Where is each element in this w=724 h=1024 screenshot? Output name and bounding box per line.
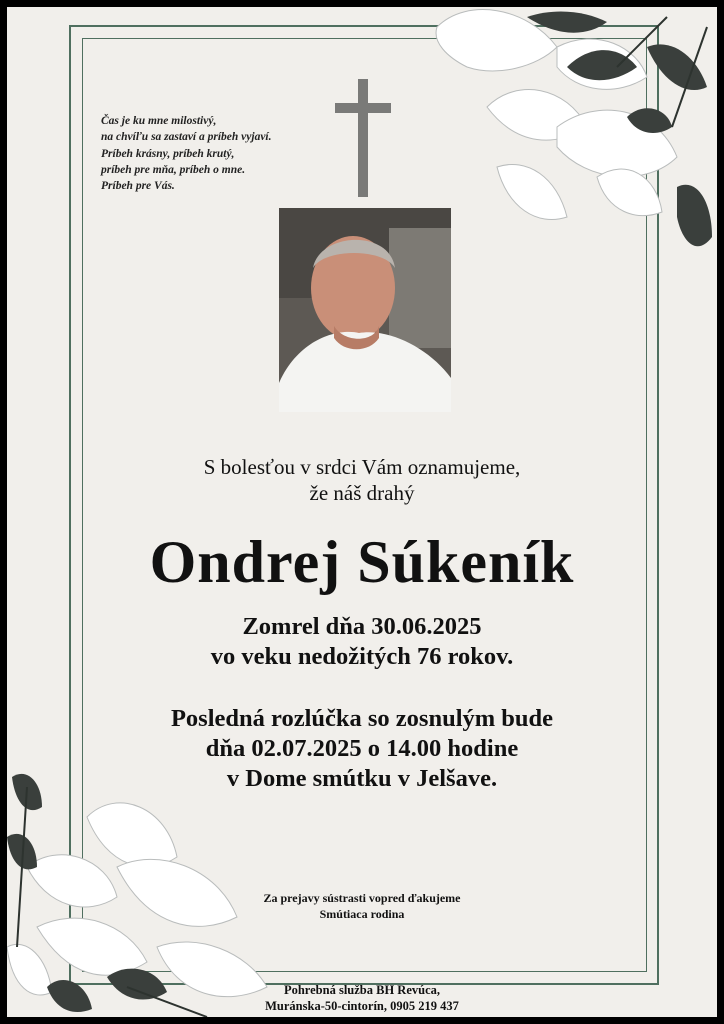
funeral-service (7, 982, 717, 1014)
funeral-place: v Dome smútku v Jelšave. (226, 765, 498, 792)
age-line: vo veku nedožitých 76 rokov. (210, 643, 514, 670)
funeral-date: dňa 02.07.2025 o 14.00 hodine (205, 735, 519, 762)
poem-line: na chvíľu sa zastaví a príbeh vyjaví. (101, 131, 272, 144)
intro-line: S bolesťou v srdci Vám oznamujeme, (203, 455, 521, 479)
announcement-intro (7, 454, 717, 506)
poem-line: Príbeh krásny, príbeh krutý, (101, 147, 235, 160)
death-date: Zomrel dňa 30.06.2025 (242, 613, 482, 640)
obituary-page (7, 7, 717, 1017)
funeral-line: Posledná rozlúčka so zosnulým bude (170, 705, 554, 732)
lily-flowers-top-right (407, 7, 717, 297)
thanks-line: Za prejavy sústrasti vopred ďakujeme (263, 891, 461, 905)
funeral-info (7, 704, 717, 794)
intro-line: že náš drahý (309, 481, 415, 505)
thanks-note (7, 890, 717, 922)
poem (101, 113, 361, 194)
portrait-photo (279, 208, 451, 412)
poem-line: Príbeh pre Vás. (101, 180, 175, 193)
poem-line: príbeh pre mňa, príbeh o mne. (101, 163, 246, 176)
service-contact: Muránska-50-cintorín, 0905 219 437 (265, 999, 459, 1013)
service-name: Pohrebná služba BH Revúca, (283, 983, 441, 997)
family-signature: Smútiaca rodina (319, 907, 405, 921)
deceased-name: Ondrej Súkeník (149, 529, 575, 595)
death-info (7, 612, 717, 672)
poem-line: Čas je ku mne milostivý, (101, 115, 217, 127)
